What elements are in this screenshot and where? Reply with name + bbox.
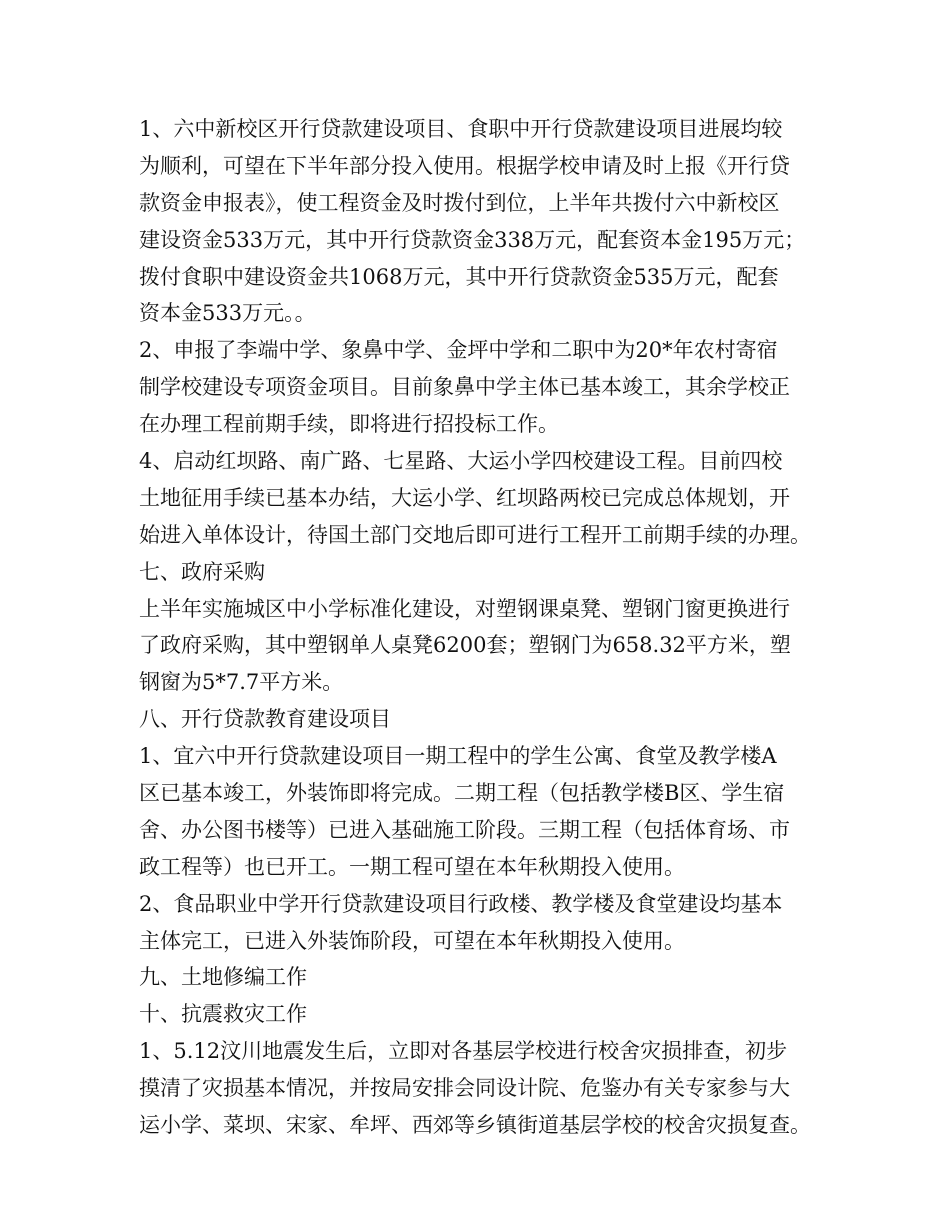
section-heading: 九、土地修编工作 bbox=[139, 965, 307, 990]
text-line: 运小学、菜坝、宋家、牟坪、西郊等乡镇街道基层学校的校舍灾损复查。 bbox=[139, 1113, 811, 1138]
section-heading: 七、政府采购 bbox=[139, 559, 265, 584]
text-line: 1、5.12汶川地震发生后，立即对各基层学校进行校舍灾损排查，初步 bbox=[139, 1039, 788, 1064]
text-line: 在办理工程前期手续，即将进行招投标工作。 bbox=[139, 412, 559, 437]
text-line: 政工程等）也已开工。一期工程可望在本年秋期投入使用。 bbox=[139, 854, 685, 879]
text-line: 了政府采购，其中塑钢单人桌凳6200套；塑钢门为658.32平方米，塑 bbox=[139, 633, 791, 658]
section-heading: 八、开行贷款教育建设项目 bbox=[139, 707, 391, 732]
text-line: 建设资金533万元，其中开行贷款资金338万元，配套资本金195万元； bbox=[139, 227, 806, 252]
text-line: 土地征用手续已基本办结，大运小学、红坝路两校已完成总体规划，开 bbox=[139, 485, 790, 510]
text-line: 为顺利，可望在下半年部分投入使用。根据学校申请及时上报《开行贷 bbox=[139, 153, 790, 178]
text-line: 区已基本竣工，外装饰即将完成。二期工程（包括教学楼B区、学生宿 bbox=[139, 781, 785, 806]
text-line: 1、宜六中开行贷款建设项目一期工程中的学生公寓、食堂及教学楼A bbox=[139, 744, 777, 769]
text-line: 2、申报了李端中学、象鼻中学、金坪中学和二职中为20*年农村寄宿 bbox=[139, 338, 778, 363]
text-line: 制学校建设专项资金项目。目前象鼻中学主体已基本竣工，其余学校正 bbox=[139, 375, 790, 400]
text-line: 摸清了灾损基本情况，并按局安排会同设计院、危鉴办有关专家参与大 bbox=[139, 1076, 790, 1101]
text-line: 钢窗为5*7.7平方米。 bbox=[139, 670, 344, 695]
text-line: 资本金533万元。。 bbox=[139, 301, 316, 326]
text-line: 4、启动红坝路、南广路、七星路、大运小学四校建设工程。目前四校 bbox=[139, 449, 783, 474]
text-line: 舍、办公图书楼等）已进入基础施工阶段。三期工程（包括体育场、市 bbox=[139, 817, 790, 842]
document-body bbox=[139, 111, 829, 1144]
text-line: 始进入单体设计，待国土部门交地后即可进行工程开工前期手续的办理。 bbox=[139, 522, 811, 547]
section-heading: 十、抗震救灾工作 bbox=[139, 1002, 307, 1027]
text-line: 上半年实施城区中小学标准化建设，对塑钢课桌凳、塑钢门窗更换进行 bbox=[139, 596, 790, 621]
text-line: 款资金申报表》，使工程资金及时拨付到位，上半年共拨付六中新校区 bbox=[139, 190, 780, 215]
text-line: 拨付食职中建设资金共1068万元，其中开行贷款资金535万元，配套 bbox=[139, 264, 779, 289]
text-line: 主体完工，已进入外装饰阶段，可望在本年秋期投入使用。 bbox=[139, 928, 685, 953]
text-line: 1、六中新校区开行贷款建设项目、食职中开行贷款建设项目进展均较 bbox=[139, 117, 783, 141]
text-line: 2、食品职业中学开行贷款建设项目行政楼、教学楼及食堂建设均基本 bbox=[139, 891, 783, 916]
